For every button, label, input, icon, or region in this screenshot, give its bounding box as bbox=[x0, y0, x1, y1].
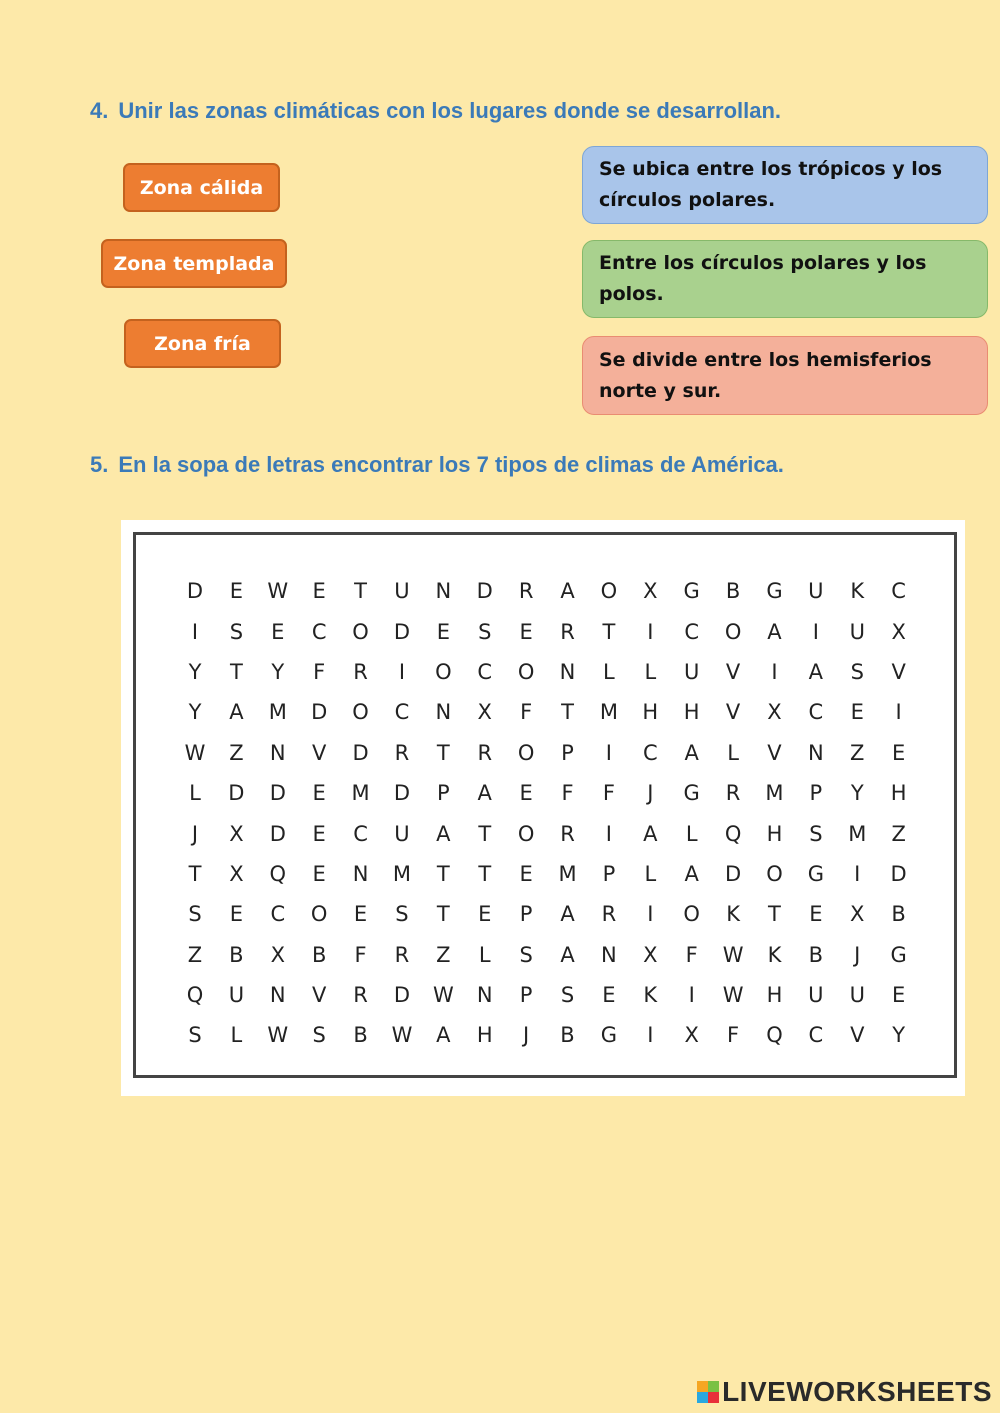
zone-calida-button[interactable]: Zona cálida bbox=[123, 163, 280, 212]
letter-cell[interactable]: S bbox=[395, 902, 409, 927]
letter-cell[interactable]: C bbox=[311, 619, 327, 644]
letter-cell[interactable]: N bbox=[601, 942, 617, 967]
letter-cell[interactable]: A bbox=[436, 1023, 451, 1048]
letter-cell[interactable]: L bbox=[644, 861, 657, 886]
letter-cell[interactable]: L bbox=[230, 1023, 243, 1048]
letter-cell[interactable]: Z bbox=[229, 740, 244, 765]
letter-cell[interactable]: F bbox=[354, 942, 367, 967]
letter-cell[interactable]: G bbox=[600, 1023, 618, 1048]
letter-cell[interactable]: L bbox=[603, 659, 615, 684]
letter-cell[interactable]: W bbox=[432, 983, 454, 1008]
letter-cell[interactable]: D bbox=[724, 861, 742, 886]
letter-cell[interactable]: C bbox=[394, 700, 410, 725]
letter-cell[interactable]: I bbox=[812, 619, 819, 644]
letter-cell[interactable]: I bbox=[398, 659, 406, 684]
letter-cell[interactable]: C bbox=[684, 619, 700, 644]
letter-cell[interactable]: V bbox=[311, 740, 327, 765]
letter-cell[interactable]: I bbox=[647, 1023, 654, 1048]
letter-cell[interactable]: I bbox=[605, 740, 612, 765]
letter-cell[interactable]: L bbox=[189, 781, 201, 806]
letter-cell[interactable]: H bbox=[476, 1023, 493, 1048]
letter-cell[interactable]: D bbox=[186, 579, 204, 604]
letter-cell[interactable]: F bbox=[561, 781, 574, 806]
letter-cell[interactable]: R bbox=[353, 659, 368, 684]
letter-cell[interactable]: C bbox=[477, 659, 493, 684]
letter-cell[interactable]: I bbox=[191, 619, 199, 644]
letter-cell[interactable]: E bbox=[312, 579, 326, 604]
letter-cell[interactable]: U bbox=[394, 579, 410, 604]
letter-cell[interactable]: T bbox=[478, 821, 492, 846]
letter-cell[interactable]: J bbox=[854, 942, 861, 967]
letter-cell[interactable]: E bbox=[892, 740, 906, 765]
letter-cell[interactable]: Q bbox=[766, 1023, 783, 1048]
letter-cell[interactable]: R bbox=[394, 942, 410, 967]
letter-cell[interactable]: F bbox=[313, 659, 326, 684]
letter-cell[interactable]: X bbox=[767, 700, 782, 725]
letter-cell[interactable]: T bbox=[561, 700, 574, 725]
letter-cell[interactable]: Y bbox=[271, 659, 285, 684]
letter-cell[interactable]: S bbox=[229, 619, 244, 644]
letter-cell[interactable]: S bbox=[188, 1023, 202, 1048]
letter-cell[interactable]: B bbox=[353, 1023, 368, 1048]
letter-cell[interactable]: X bbox=[229, 861, 244, 886]
letter-cell[interactable]: G bbox=[890, 942, 907, 967]
letter-cell[interactable]: X bbox=[684, 1023, 699, 1048]
description-box-1[interactable] bbox=[582, 146, 988, 224]
logo-icon bbox=[697, 1381, 719, 1403]
letter-cell[interactable]: S bbox=[478, 619, 492, 644]
letter-cell[interactable]: H bbox=[890, 781, 907, 806]
letter-cell[interactable]: I bbox=[605, 821, 612, 846]
letter-cell[interactable]: R bbox=[560, 821, 575, 846]
letter-cell[interactable]: S bbox=[519, 942, 533, 967]
letter-cell[interactable]: F bbox=[685, 942, 698, 967]
letter-cell[interactable]: U bbox=[228, 983, 245, 1008]
question-number: 5. bbox=[90, 452, 109, 477]
letter-cell[interactable]: D bbox=[228, 781, 245, 806]
letter-cell[interactable]: F bbox=[520, 700, 533, 725]
letter-cell[interactable]: D bbox=[393, 619, 411, 644]
letter-cell[interactable]: N bbox=[435, 700, 452, 725]
letter-cell[interactable]: Q bbox=[724, 821, 742, 846]
letter-cell[interactable]: O bbox=[517, 659, 535, 684]
letter-cell[interactable]: R bbox=[725, 781, 741, 806]
letter-cell[interactable]: N bbox=[808, 740, 824, 765]
letter-cell[interactable]: N bbox=[269, 983, 286, 1008]
description-box-3[interactable] bbox=[582, 336, 988, 415]
letter-cell[interactable]: J bbox=[191, 821, 199, 846]
letter-cell[interactable]: B bbox=[808, 942, 824, 967]
letter-cell[interactable]: S bbox=[188, 902, 202, 927]
letter-cell[interactable]: D bbox=[311, 700, 328, 725]
letter-cell[interactable]: W bbox=[722, 942, 744, 967]
letter-cell[interactable]: E bbox=[436, 619, 450, 644]
letter-cell[interactable]: P bbox=[519, 983, 533, 1008]
letter-cell[interactable]: T bbox=[768, 902, 781, 927]
zone-fria-button[interactable]: Zona fría bbox=[124, 319, 281, 368]
letter-cell[interactable]: Q bbox=[269, 861, 287, 886]
letter-cell[interactable]: D bbox=[352, 740, 369, 765]
letter-cell[interactable]: K bbox=[643, 983, 658, 1008]
letter-cell[interactable]: U bbox=[808, 983, 824, 1008]
letter-cell[interactable]: T bbox=[436, 902, 450, 927]
letter-cell[interactable]: M bbox=[848, 821, 867, 846]
letter-cell[interactable]: J bbox=[523, 1023, 530, 1048]
letter-cell[interactable]: O bbox=[517, 740, 535, 765]
letter-cell[interactable]: A bbox=[560, 579, 575, 604]
letter-cell[interactable]: R bbox=[518, 579, 534, 604]
letter-cell[interactable]: E bbox=[519, 619, 533, 644]
letter-cell[interactable]: W bbox=[184, 740, 206, 765]
letter-cell[interactable]: O bbox=[600, 579, 618, 604]
letter-cell[interactable]: O bbox=[435, 659, 452, 684]
question-number: 4. bbox=[90, 98, 109, 123]
liveworksheets-logo bbox=[697, 1376, 992, 1408]
letter-cell[interactable]: K bbox=[726, 902, 740, 927]
letter-cell[interactable]: O bbox=[683, 902, 700, 927]
letter-cell[interactable]: I bbox=[688, 983, 695, 1008]
letter-cell[interactable]: H bbox=[683, 700, 700, 725]
letter-cell[interactable]: D bbox=[890, 861, 907, 886]
letter-cell[interactable]: L bbox=[727, 740, 739, 765]
letter-cell[interactable]: E bbox=[892, 983, 906, 1008]
letter-cell[interactable]: A bbox=[684, 861, 699, 886]
letter-cell[interactable]: L bbox=[478, 942, 491, 967]
letter-cell[interactable]: E bbox=[850, 700, 864, 725]
letter-cell[interactable]: U bbox=[684, 659, 700, 684]
question-text: Unir las zonas climáticas con los lugares donde se desarrollan. bbox=[118, 98, 782, 123]
letter-cell[interactable]: D bbox=[393, 983, 411, 1008]
letter-cell[interactable]: K bbox=[850, 579, 865, 604]
letter-cell[interactable]: X bbox=[643, 579, 658, 604]
letter-cell[interactable]: C bbox=[808, 1023, 824, 1048]
letter-cell[interactable]: D bbox=[476, 579, 493, 604]
letter-cell[interactable]: O bbox=[766, 861, 783, 886]
letter-cell[interactable]: Z bbox=[436, 942, 451, 967]
letter-cell[interactable]: X bbox=[270, 942, 285, 967]
letter-cell[interactable]: C bbox=[808, 700, 824, 725]
letter-cell[interactable]: B bbox=[229, 942, 244, 967]
letter-cell[interactable]: Y bbox=[188, 700, 202, 725]
letter-cell[interactable]: Y bbox=[892, 1023, 906, 1048]
logo-text: LIVEWORKSHEETS bbox=[722, 1376, 992, 1407]
letter-cell[interactable]: Z bbox=[187, 942, 203, 967]
letter-cell[interactable]: T bbox=[188, 861, 202, 886]
letter-cell[interactable]: O bbox=[310, 902, 328, 927]
letter-cell[interactable]: E bbox=[602, 983, 616, 1008]
letter-cell[interactable]: Z bbox=[891, 821, 906, 846]
letter-cell[interactable]: G bbox=[807, 861, 824, 886]
description-box-2[interactable] bbox=[582, 240, 988, 318]
letter-cell[interactable]: R bbox=[477, 740, 493, 765]
letter-cell[interactable]: P bbox=[519, 902, 533, 927]
question-text: En la sopa de letras encontrar los 7 tipos de climas de América. bbox=[118, 452, 784, 477]
letter-cell[interactable]: K bbox=[767, 942, 782, 967]
letter-cell[interactable]: R bbox=[560, 619, 575, 644]
letter-cell[interactable]: E bbox=[353, 902, 368, 927]
letter-cell[interactable]: E bbox=[229, 902, 244, 927]
letter-cell[interactable]: V bbox=[850, 1023, 865, 1048]
letter-cell[interactable]: N bbox=[435, 579, 452, 604]
letter-cell[interactable]: V bbox=[767, 740, 782, 765]
letter-cell[interactable]: A bbox=[560, 902, 575, 927]
letter-cell[interactable]: Y bbox=[850, 781, 864, 806]
letter-cell[interactable]: N bbox=[269, 740, 286, 765]
letter-cell[interactable]: N bbox=[352, 861, 369, 886]
letter-cell[interactable]: U bbox=[394, 821, 410, 846]
letter-cell[interactable]: M bbox=[599, 700, 618, 725]
letter-cell[interactable]: U bbox=[849, 619, 865, 644]
letter-cell[interactable]: T bbox=[478, 861, 492, 886]
letter-cell[interactable]: O bbox=[352, 619, 369, 644]
letter-cell[interactable]: Y bbox=[188, 659, 202, 684]
letter-cell[interactable]: P bbox=[437, 781, 450, 806]
letter-cell[interactable]: I bbox=[771, 659, 778, 684]
letter-cell[interactable]: B bbox=[891, 902, 906, 927]
letter-cell[interactable]: A bbox=[477, 781, 492, 806]
letter-cell[interactable]: M bbox=[392, 861, 412, 886]
letter-cell[interactable]: S bbox=[560, 983, 575, 1008]
letter-cell[interactable]: R bbox=[601, 902, 617, 927]
letter-cell[interactable]: N bbox=[476, 983, 493, 1008]
letter-cell[interactable]: A bbox=[560, 942, 575, 967]
letter-cell[interactable]: R bbox=[394, 740, 410, 765]
description-text: Se ubica entre los trópicos y los círculos polares. bbox=[599, 158, 943, 211]
letter-cell[interactable]: T bbox=[436, 740, 450, 765]
letter-cell[interactable]: B bbox=[311, 942, 327, 967]
letter-cell[interactable]: E bbox=[312, 821, 326, 846]
question-5-title bbox=[90, 452, 784, 478]
letter-cell[interactable]: C bbox=[891, 579, 906, 604]
letter-cell[interactable]: N bbox=[559, 659, 576, 684]
letter-cell[interactable]: G bbox=[683, 579, 700, 604]
letter-cell[interactable]: L bbox=[685, 821, 698, 846]
letter-cell[interactable]: H bbox=[766, 983, 783, 1008]
letter-cell[interactable]: A bbox=[684, 740, 699, 765]
letter-cell[interactable]: T bbox=[354, 579, 367, 604]
letter-cell[interactable]: B bbox=[560, 1023, 575, 1048]
letter-cell[interactable]: F bbox=[602, 781, 615, 806]
letter-cell[interactable]: A bbox=[643, 821, 658, 846]
letter-cell[interactable]: S bbox=[850, 659, 864, 684]
letter-cell[interactable]: B bbox=[725, 579, 741, 604]
letter-grid bbox=[183, 571, 928, 1056]
letter-cell[interactable]: V bbox=[725, 700, 741, 725]
letter-cell[interactable]: I bbox=[895, 700, 902, 725]
letter-cell[interactable]: E bbox=[519, 861, 533, 886]
letter-cell[interactable]: P bbox=[561, 740, 574, 765]
letter-cell[interactable]: T bbox=[229, 659, 243, 684]
letter-cell[interactable]: I bbox=[647, 902, 654, 927]
letter-cell[interactable]: H bbox=[642, 700, 659, 725]
letter-cell[interactable]: H bbox=[766, 821, 783, 846]
letter-cell[interactable]: V bbox=[311, 983, 327, 1008]
letter-cell[interactable]: M bbox=[558, 861, 577, 886]
letter-cell[interactable]: C bbox=[353, 821, 368, 846]
letter-cell[interactable]: C bbox=[270, 902, 286, 927]
letter-cell[interactable]: T bbox=[436, 861, 450, 886]
letter-cell[interactable]: O bbox=[352, 700, 369, 725]
letter-cell[interactable]: X bbox=[643, 942, 658, 967]
letter-cell[interactable]: W bbox=[267, 1023, 289, 1048]
letter-cell[interactable]: M bbox=[351, 781, 370, 806]
letter-cell[interactable]: Z bbox=[850, 740, 865, 765]
letter-cell[interactable]: X bbox=[477, 700, 492, 725]
letter-cell[interactable]: W bbox=[391, 1023, 413, 1048]
letter-cell[interactable]: O bbox=[517, 821, 535, 846]
letter-cell[interactable]: M bbox=[268, 700, 287, 725]
letter-cell[interactable]: R bbox=[353, 983, 368, 1008]
letter-cell[interactable]: W bbox=[267, 579, 289, 604]
letter-cell[interactable]: A bbox=[229, 700, 244, 725]
letter-cell[interactable]: T bbox=[602, 619, 616, 644]
letter-cell[interactable]: E bbox=[809, 902, 823, 927]
letter-cell[interactable]: I bbox=[647, 619, 654, 644]
question-4-title bbox=[90, 98, 781, 124]
letter-cell[interactable]: E bbox=[229, 579, 244, 604]
letter-cell[interactable]: P bbox=[602, 861, 616, 886]
letter-cell[interactable]: E bbox=[312, 861, 326, 886]
description-text: Se divide entre los hemisferios norte y sur. bbox=[599, 348, 932, 402]
letter-cell[interactable]: E bbox=[478, 902, 492, 927]
letter-cell[interactable]: O bbox=[724, 619, 742, 644]
letter-cell[interactable]: V bbox=[725, 659, 741, 684]
letter-cell[interactable]: L bbox=[644, 659, 657, 684]
letter-cell[interactable]: C bbox=[642, 740, 658, 765]
letter-cell[interactable]: D bbox=[393, 781, 411, 806]
letter-cell[interactable]: U bbox=[849, 983, 865, 1008]
letter-cell[interactable]: A bbox=[767, 619, 782, 644]
letter-cell[interactable]: A bbox=[436, 821, 451, 846]
letter-cell[interactable]: G bbox=[766, 579, 783, 604]
letter-cell[interactable]: J bbox=[647, 781, 654, 806]
letter-cell[interactable]: Q bbox=[186, 983, 204, 1008]
letter-cell[interactable]: D bbox=[269, 781, 286, 806]
letter-cell[interactable]: M bbox=[765, 781, 784, 806]
letter-cell[interactable]: W bbox=[722, 983, 744, 1008]
letter-cell[interactable]: S bbox=[312, 1023, 326, 1048]
letter-cell[interactable]: G bbox=[683, 781, 700, 806]
description-text: Entre los círculos polares y los polos. bbox=[599, 252, 927, 305]
letter-cell[interactable]: D bbox=[269, 821, 286, 846]
letter-cell[interactable]: P bbox=[809, 781, 823, 806]
letter-cell[interactable]: S bbox=[809, 821, 823, 846]
letter-cell[interactable]: X bbox=[891, 619, 906, 644]
letter-cell[interactable]: V bbox=[891, 659, 906, 684]
letter-cell[interactable]: E bbox=[271, 619, 285, 644]
word-search-puzzle bbox=[121, 520, 965, 1096]
zone-templada-button[interactable]: Zona templada bbox=[101, 239, 287, 288]
letter-cell[interactable]: A bbox=[808, 659, 824, 684]
letter-cell[interactable]: X bbox=[229, 821, 244, 846]
letter-cell[interactable]: F bbox=[727, 1023, 740, 1048]
letter-cell[interactable]: I bbox=[854, 861, 861, 886]
letter-cell[interactable]: E bbox=[519, 781, 533, 806]
letter-cell[interactable]: X bbox=[850, 902, 865, 927]
letter-cell[interactable]: E bbox=[312, 781, 326, 806]
letter-cell[interactable]: U bbox=[808, 579, 824, 604]
